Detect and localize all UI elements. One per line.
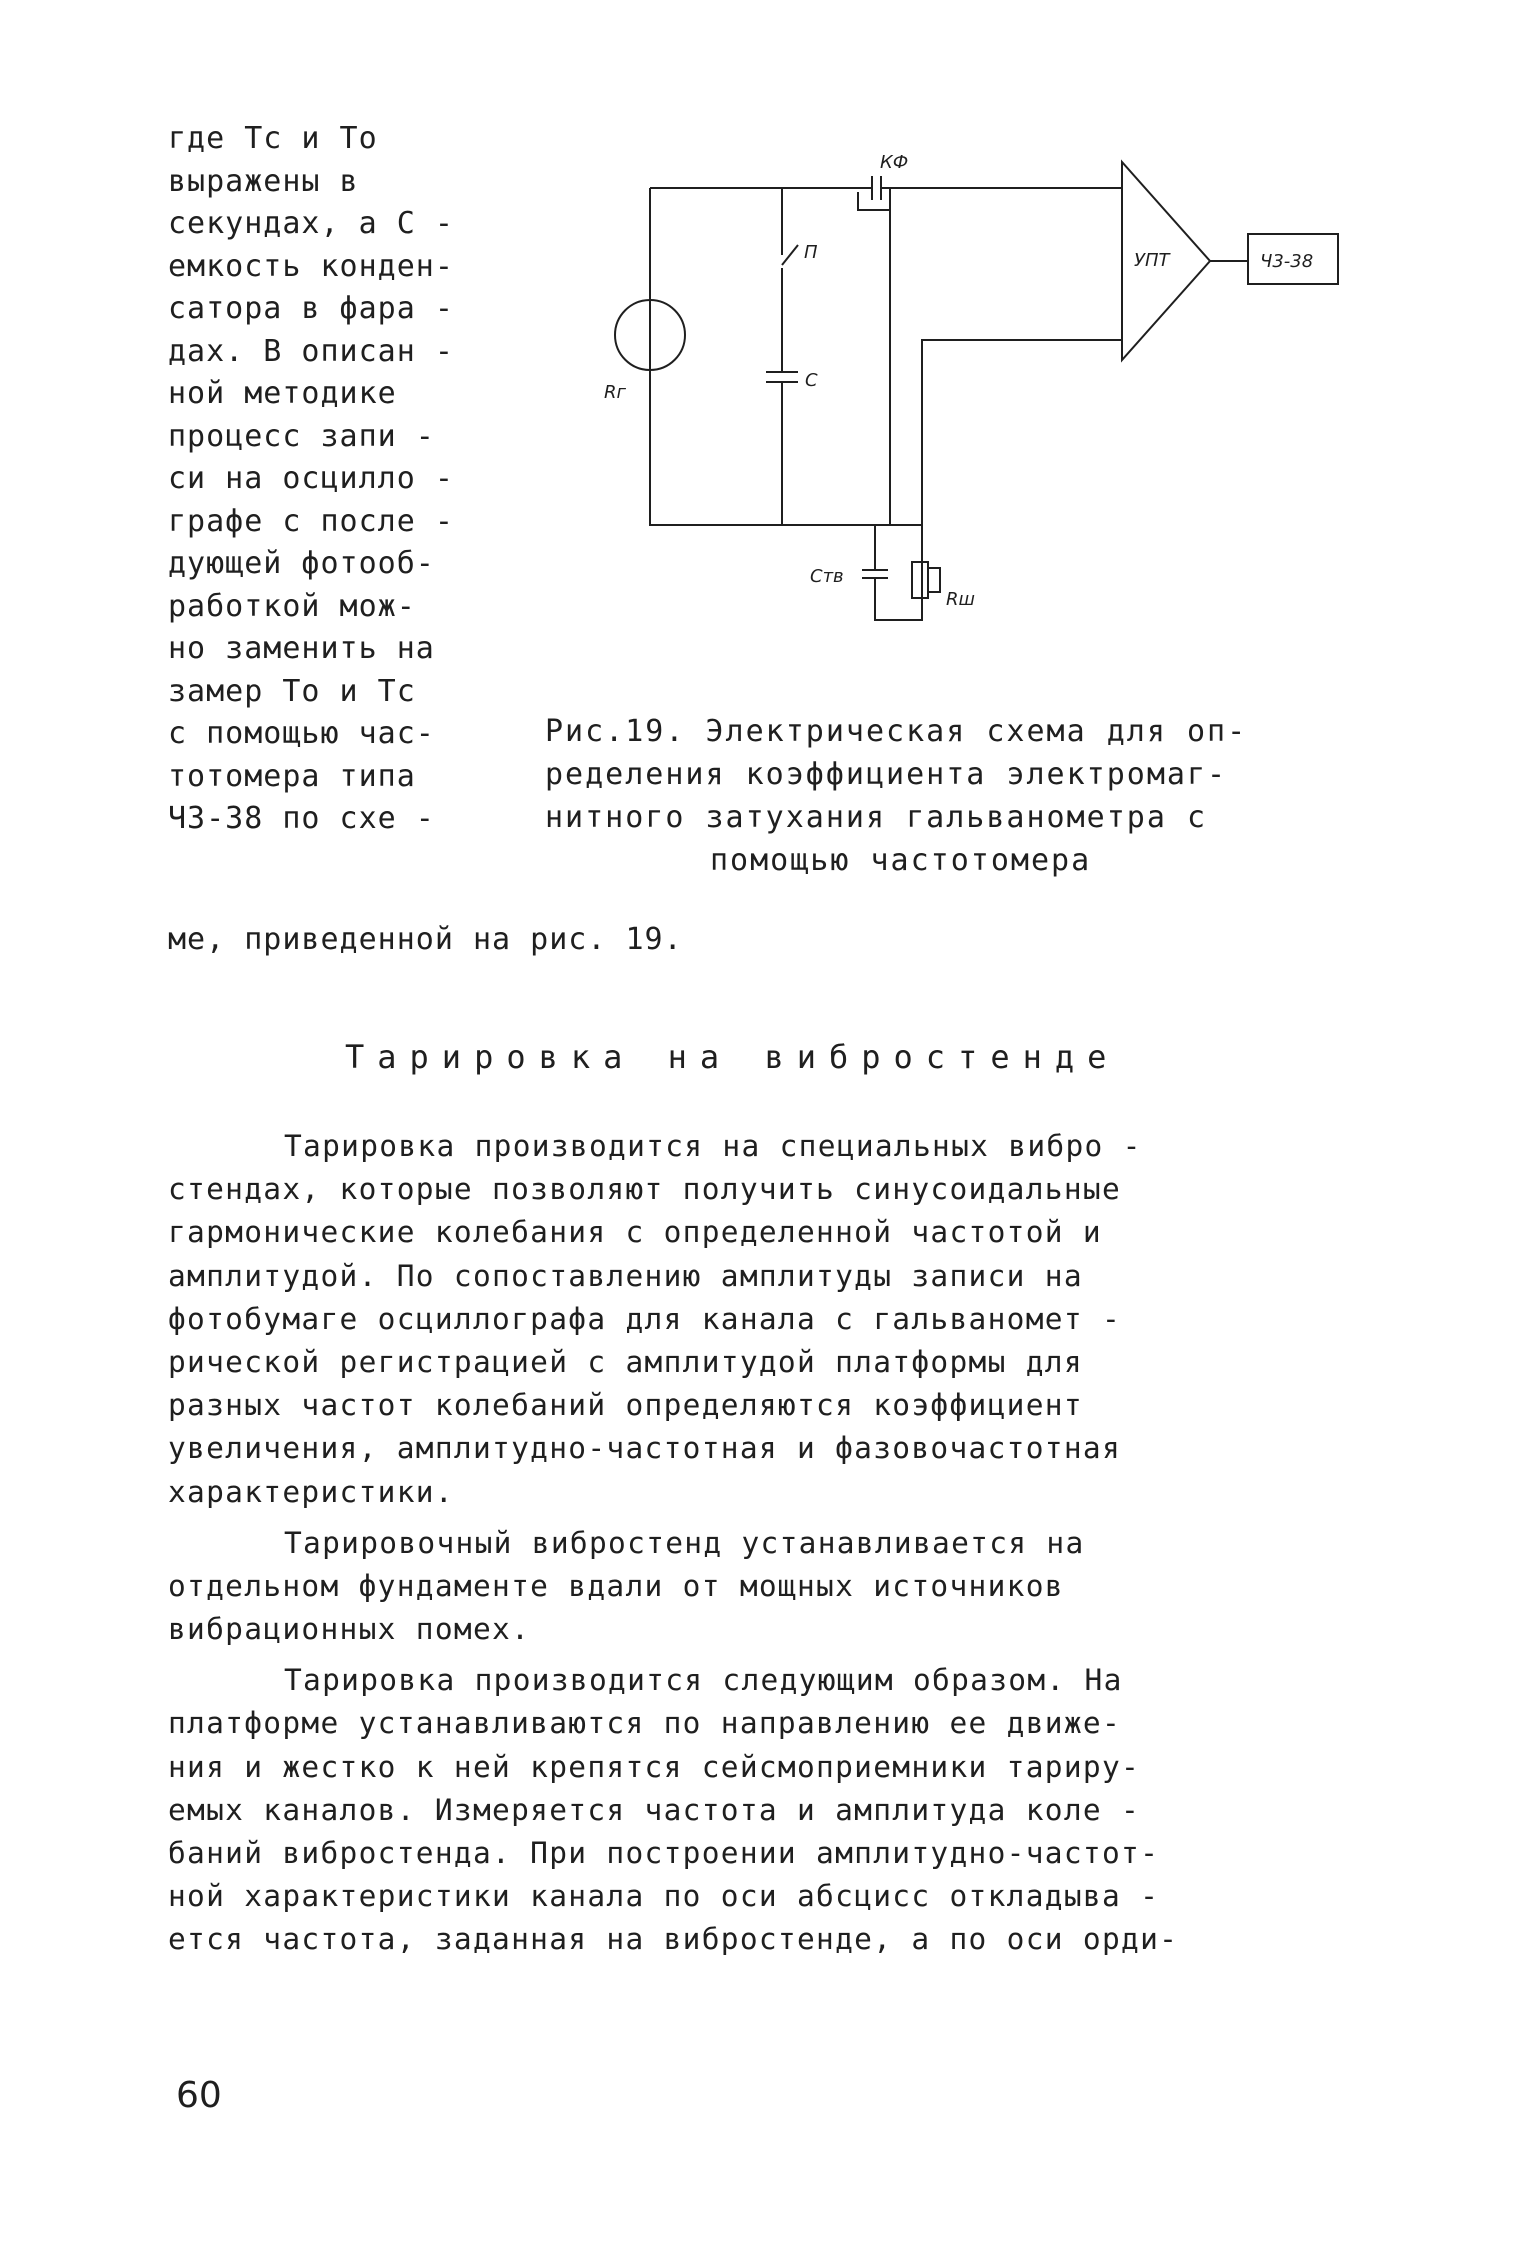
text-line: секундах, а С - — [168, 206, 454, 241]
text-line: работкой мож- — [168, 588, 416, 624]
text-line: ной методике — [168, 376, 397, 411]
body-line: платформе устанавливаются по направлению ее движе- — [168, 1706, 1122, 1741]
body-text — [168, 1125, 1398, 1962]
body-line: баний вибростенда. При построении амплитудно-частот- — [168, 1836, 1160, 1870]
text-line: замер Tо и Tс — [168, 673, 416, 709]
body-line: разных частот колебаний определяются коэффициент — [168, 1388, 1083, 1423]
body-line: Тарировочный вибростенд устанавливается на — [284, 1525, 1085, 1560]
text-line: Ч3-38 по схе - — [168, 801, 435, 836]
switch-label: П — [804, 242, 818, 263]
body-line: Тарировка производится следующим образом. На — [284, 1663, 1123, 1698]
body-line: фотобумаге осциллографа для канала с гальваномет - — [168, 1301, 1122, 1336]
circuit-diagram — [600, 150, 1360, 670]
section-heading: Тарировка на вибростенде — [345, 1038, 1120, 1076]
key-label: КФ — [880, 152, 909, 173]
caption-line: ределения коэффициента электромаг- — [545, 757, 1228, 792]
left-text-column — [168, 118, 528, 841]
text-line: дующей фотооб- — [168, 546, 435, 581]
text-line: си на осцилло - — [168, 461, 454, 496]
body-line: ния и жестко к ней крепятся сейсмоприемники тариру- — [168, 1749, 1141, 1784]
body-line: отдельном фундаменте вдали от мощных источников — [168, 1568, 1064, 1603]
text-line: выражены в — [168, 163, 359, 199]
caption-line: Рис.19. Электрическая схема для оп- — [545, 714, 1248, 749]
galvanometer-label: Rг — [604, 382, 626, 403]
body-line: увеличения, амплитудно-частотная и фазовочастотная — [168, 1431, 1122, 1466]
left-column-continuation: ме, приведенной на рис. 19. — [168, 922, 683, 957]
bottom-resistor-label: Rш — [946, 589, 975, 610]
body-line: емых каналов. Измеряется частота и амплитуда коле - — [168, 1792, 1141, 1827]
body-line: амплитудой. По сопоставлению амплитуды записи на — [168, 1258, 1083, 1293]
caption-line: помощью частотомера — [710, 843, 1092, 878]
body-line: ной характеристики канала по оси абсцисс откладыва - — [168, 1879, 1160, 1914]
body-line: гармонические колебания с определенной частотой и — [168, 1215, 1102, 1250]
amplifier-label: УПТ — [1134, 250, 1170, 271]
capacitor-label: С — [805, 370, 818, 391]
body-line: Тарировка производится на специальных вибро - — [284, 1129, 1142, 1163]
caption-line: нитного затухания гальванометра с — [545, 800, 1208, 835]
bottom-capacitor-label: Ств — [810, 566, 844, 587]
text-line: где Tс и Tо — [168, 121, 378, 156]
text-line: процесс запи - — [168, 418, 435, 454]
text-line: но заменить на — [168, 631, 435, 666]
text-line: графе с после - — [168, 503, 454, 539]
meter-label: Ч3-38 — [1260, 251, 1314, 272]
figure-caption — [545, 710, 1405, 882]
text-line: емкость конден- — [168, 248, 454, 284]
text-line: сатора в фара - — [168, 291, 454, 326]
body-line: вибрационных помех. — [168, 1612, 531, 1647]
body-line: характеристики. — [168, 1474, 454, 1509]
text-line: с помощью час- — [168, 716, 435, 751]
body-line: стендах, которые позволяют получить синусоидальные — [168, 1172, 1122, 1207]
text-line: дах. В описан - — [168, 333, 454, 369]
text-line: тотомера типа — [168, 758, 416, 794]
body-line: ется частота, заданная на вибростенде, а по оси орди- — [168, 1922, 1179, 1957]
body-line: рической регистрацией с амплитудой платформы для — [168, 1344, 1083, 1379]
page-number: 60 — [176, 2075, 222, 2116]
